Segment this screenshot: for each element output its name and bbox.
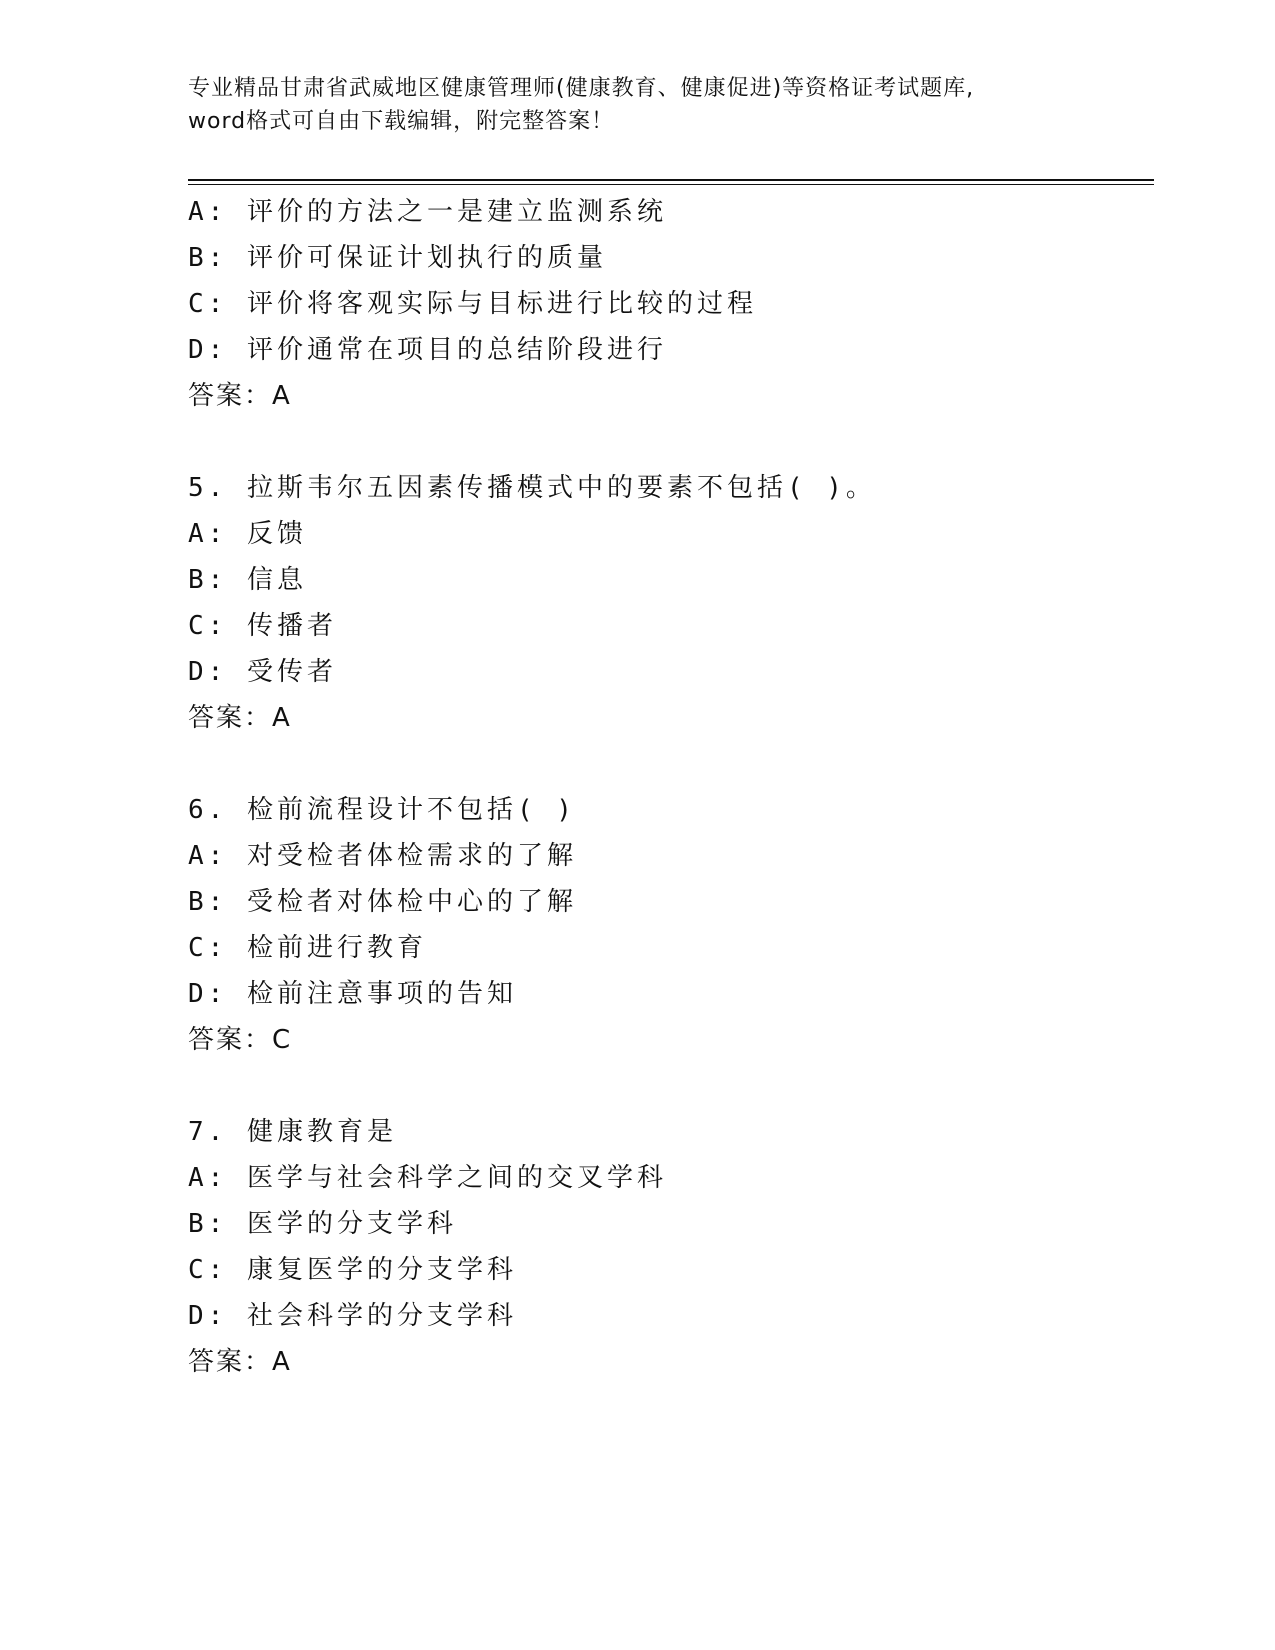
question-list	[188, 189, 1154, 1385]
question-block-6	[188, 787, 1154, 1063]
option-b: B: 受检者对体检中心的了解	[188, 887, 577, 917]
document-header	[188, 72, 1068, 138]
option-d: D: 评价通常在项目的总结阶段进行	[188, 335, 667, 365]
option-b: B: 信息	[188, 565, 307, 595]
option-d: D: 受传者	[188, 657, 337, 687]
question-block-5	[188, 465, 1154, 741]
option-a: A: 对受检者体检需求的了解	[188, 841, 577, 871]
header-divider-thin	[188, 184, 1154, 185]
header-divider	[188, 179, 1154, 181]
question-block-7	[188, 1109, 1154, 1385]
answer-line: 答案：A	[188, 703, 292, 733]
option-b: B: 医学的分支学科	[188, 1209, 457, 1239]
header-line-1: 专业精品甘肃省武威地区健康管理师(健康教育、健康促进)等资格证考试题库,	[188, 76, 975, 101]
question-text: 7. 健康教育是	[188, 1117, 397, 1147]
spacer	[188, 741, 1154, 787]
option-c: C: 评价将客观实际与目标进行比较的过程	[188, 289, 757, 319]
option-c: C: 检前进行教育	[188, 933, 427, 963]
answer-line: 答案：A	[188, 381, 292, 411]
header-line-2: word格式可自由下载编辑，附完整答案！	[188, 109, 615, 134]
question-text: 6. 检前流程设计不包括( )	[188, 795, 576, 825]
spacer	[188, 419, 1154, 465]
option-c: C: 传播者	[188, 611, 337, 641]
answer-line: 答案：C	[188, 1025, 293, 1055]
question-block-prev	[188, 189, 1154, 419]
option-d: D: 检前注意事项的告知	[188, 979, 517, 1009]
option-a: A: 评价的方法之一是建立监测系统	[188, 197, 667, 227]
option-c: C: 康复医学的分支学科	[188, 1255, 517, 1285]
option-b: B: 评价可保证计划执行的质量	[188, 243, 607, 273]
question-text: 5. 拉斯韦尔五因素传播模式中的要素不包括( )。	[188, 473, 876, 503]
option-a: A: 反馈	[188, 519, 307, 549]
answer-line: 答案：A	[188, 1347, 292, 1377]
option-a: A: 医学与社会科学之间的交叉学科	[188, 1163, 667, 1193]
option-d: D: 社会科学的分支学科	[188, 1301, 517, 1331]
spacer	[188, 1063, 1154, 1109]
